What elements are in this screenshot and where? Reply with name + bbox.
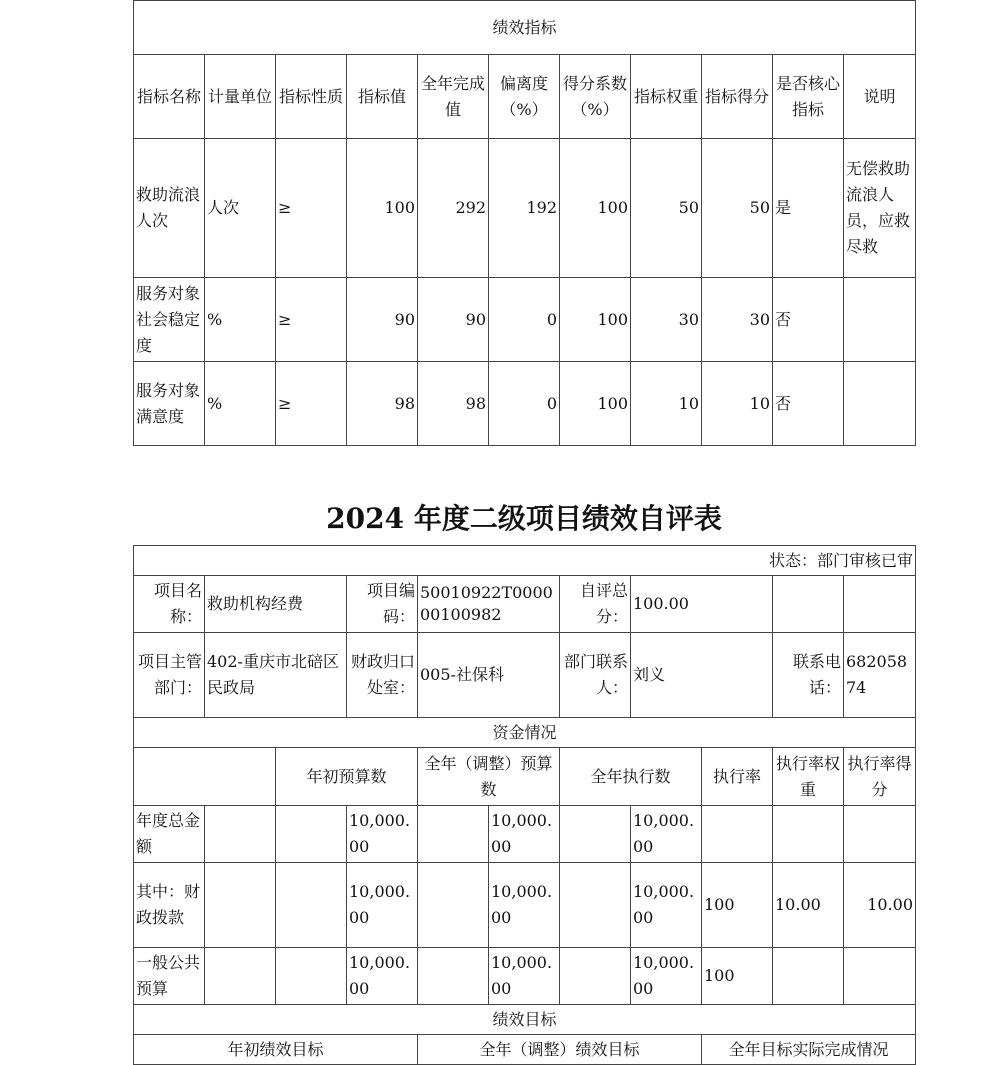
empty-cell (560, 948, 631, 1005)
cell: 100 (347, 139, 418, 278)
cell: 10,000.00 (347, 948, 418, 1005)
cell: 30 (702, 278, 773, 362)
empty-cell (134, 748, 276, 806)
cell: 100 (560, 139, 631, 278)
cell: 10,000.00 (631, 863, 702, 948)
cell: 100 (560, 362, 631, 446)
cell: 人次 (205, 139, 276, 278)
cell: 10.00 (773, 863, 844, 948)
phone-label: 联系电话： (773, 633, 844, 718)
table-row (134, 362, 916, 446)
cell: 服务对象社会稳定度 (134, 278, 205, 362)
cell: 否 (773, 278, 844, 362)
funds-row (134, 806, 916, 863)
cell: 98 (418, 362, 489, 446)
cell: 救助流浪人次 (134, 139, 205, 278)
cell: ≥ (276, 362, 347, 446)
cell: 是 (773, 139, 844, 278)
col-header: 全年执行数 (560, 748, 702, 806)
cell: % (205, 362, 276, 446)
col-header: 偏离度（%） (489, 55, 560, 139)
funds-header-row (134, 748, 916, 806)
col-header: 执行率 (702, 748, 773, 806)
cell (844, 362, 916, 446)
contact-label: 部门联系人： (560, 633, 631, 718)
cell: 服务对象满意度 (134, 362, 205, 446)
col-header: 说明 (844, 55, 916, 139)
table-row (134, 278, 916, 362)
empty-cell (418, 948, 489, 1005)
empty-cell (418, 863, 489, 948)
cell: 10 (631, 362, 702, 446)
goal-section-title: 绩效目标 (134, 1005, 916, 1035)
col-header: 执行率权重 (773, 748, 844, 806)
cell: 10,000.00 (631, 948, 702, 1005)
cell: 10,000.00 (347, 806, 418, 863)
row-label: 年度总金额 (134, 806, 205, 863)
cell (702, 806, 773, 863)
performance-indicator-table (133, 0, 916, 446)
project-code-label: 项目编码： (347, 576, 418, 633)
cell: 50 (631, 139, 702, 278)
col-header: 得分系数（%） (560, 55, 631, 139)
section-title-indicators: 绩效指标 (134, 1, 916, 55)
cell: 10.00 (844, 863, 916, 948)
cell: 10,000.00 (489, 948, 560, 1005)
self-evaluation-table (133, 545, 916, 1065)
col-header: 是否核心指标 (773, 55, 844, 139)
col-header: 全年（调整）预算数 (418, 748, 560, 806)
cell: 100 (702, 863, 773, 948)
col-header: 指标值 (347, 55, 418, 139)
funds-section-title: 资金情况 (134, 718, 916, 748)
empty-cell (276, 948, 347, 1005)
contact-value: 刘义 (631, 633, 773, 718)
finance-value: 005-社保科 (418, 633, 560, 718)
project-name-value: 救助机构经费 (205, 576, 347, 633)
score-value: 100.00 (631, 576, 773, 633)
cell: 100 (560, 278, 631, 362)
project-info-row (134, 576, 916, 633)
cell (844, 948, 916, 1005)
cell (844, 806, 916, 863)
cell: 10,000.00 (347, 863, 418, 948)
col-header: 全年（调整）绩效目标 (418, 1035, 702, 1065)
col-header: 指标名称 (134, 55, 205, 139)
table-header-row (134, 55, 916, 139)
empty-cell (844, 576, 916, 633)
cell (844, 278, 916, 362)
project-name-label: 项目名称： (134, 576, 205, 633)
cell: 90 (347, 278, 418, 362)
empty-cell (205, 948, 276, 1005)
page-title: 2024 年度二级项目绩效自评表 (326, 502, 722, 535)
cell: % (205, 278, 276, 362)
cell: 10,000.00 (489, 863, 560, 948)
col-header: 指标权重 (631, 55, 702, 139)
cell: 10,000.00 (489, 806, 560, 863)
cell: ≥ (276, 139, 347, 278)
empty-cell (276, 863, 347, 948)
row-label: 其中：财政拨款 (134, 863, 205, 948)
empty-cell (560, 806, 631, 863)
empty-cell (773, 576, 844, 633)
col-header: 指标得分 (702, 55, 773, 139)
cell: 50 (702, 139, 773, 278)
project-code-value: 50010922T000000100982 (418, 576, 560, 633)
cell: 无偿救助流浪人员，应救尽救 (844, 139, 916, 278)
empty-cell (418, 806, 489, 863)
funds-row (134, 863, 916, 948)
cell: 100 (702, 948, 773, 1005)
table-row (134, 139, 916, 278)
empty-cell (560, 863, 631, 948)
cell: 192 (489, 139, 560, 278)
col-header: 执行率得分 (844, 748, 916, 806)
col-header: 计量单位 (205, 55, 276, 139)
dept-label: 项目主管部门： (134, 633, 205, 718)
col-header: 全年完成值 (418, 55, 489, 139)
status-text: 状态：部门审核已审 (134, 546, 916, 576)
funds-row (134, 948, 916, 1005)
cell: 10,000.00 (631, 806, 702, 863)
empty-cell (205, 806, 276, 863)
cell: 否 (773, 362, 844, 446)
cell: 98 (347, 362, 418, 446)
cell: 292 (418, 139, 489, 278)
col-header: 年初绩效目标 (134, 1035, 418, 1065)
empty-cell (276, 806, 347, 863)
cell: 0 (489, 278, 560, 362)
cell: 90 (418, 278, 489, 362)
score-label: 自评总分： (560, 576, 631, 633)
col-header: 全年目标实际完成情况 (702, 1035, 916, 1065)
goal-header-row (134, 1035, 916, 1065)
cell: 10 (702, 362, 773, 446)
cell (773, 806, 844, 863)
cell: 30 (631, 278, 702, 362)
row-label: 一般公共预算 (134, 948, 205, 1005)
cell (773, 948, 844, 1005)
cell: 0 (489, 362, 560, 446)
dept-info-row (134, 633, 916, 718)
cell: ≥ (276, 278, 347, 362)
col-header: 年初预算数 (276, 748, 418, 806)
dept-value: 402-重庆市北碚区民政局 (205, 633, 347, 718)
col-header: 指标性质 (276, 55, 347, 139)
finance-label: 财政归口处室： (347, 633, 418, 718)
phone-value: 68205874 (844, 633, 916, 718)
empty-cell (205, 863, 276, 948)
